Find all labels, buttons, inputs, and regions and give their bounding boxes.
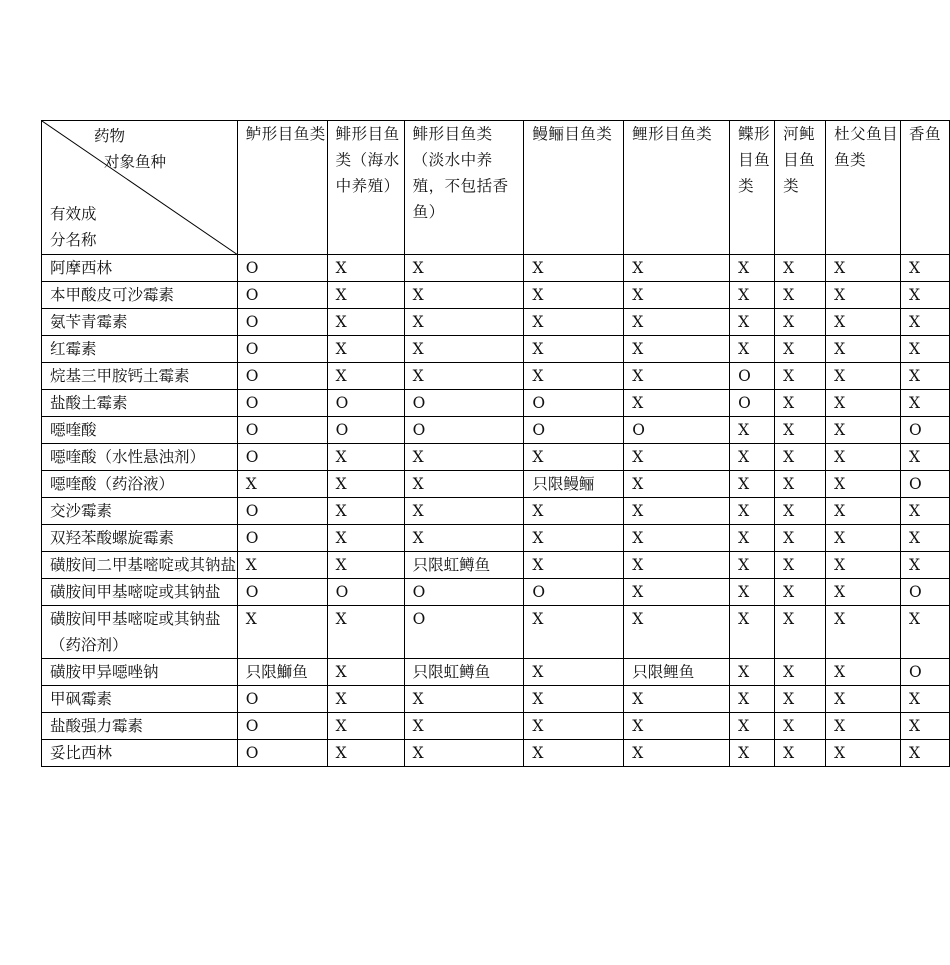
- approval-cell: X: [327, 336, 404, 363]
- approval-cell: O: [327, 417, 404, 444]
- corner-header-cell: [42, 121, 238, 255]
- ingredient-name-cell: 噁喹酸: [42, 417, 238, 444]
- approval-cell: X: [624, 444, 730, 471]
- approval-cell: X: [900, 390, 949, 417]
- ingredient-name-cell: 磺胺间二甲基嘧啶或其钠盐: [42, 552, 238, 579]
- approval-cell: O: [237, 498, 327, 525]
- approval-cell: X: [404, 444, 524, 471]
- ingredient-name-cell: 盐酸土霉素: [42, 390, 238, 417]
- approval-cell: X: [730, 282, 775, 309]
- approval-cell: O: [404, 417, 524, 444]
- approval-cell: X: [404, 498, 524, 525]
- table-row: [42, 552, 950, 579]
- table-row: [42, 444, 950, 471]
- approval-cell: X: [624, 740, 730, 767]
- approval-cell: X: [730, 579, 775, 606]
- approval-cell: O: [237, 282, 327, 309]
- approval-cell: X: [826, 659, 901, 686]
- approval-cell: X: [775, 471, 826, 498]
- table-body: [42, 255, 950, 767]
- approval-cell: X: [624, 282, 730, 309]
- approval-cell: X: [900, 606, 949, 659]
- approval-cell: O: [237, 713, 327, 740]
- col-header-tetraodontiformes: 河鲀目鱼类: [775, 121, 826, 255]
- approval-cell: X: [404, 740, 524, 767]
- approval-cell: X: [775, 255, 826, 282]
- table-row: [42, 659, 950, 686]
- approval-cell: X: [826, 686, 901, 713]
- approval-cell: X: [900, 552, 949, 579]
- approval-cell: X: [404, 336, 524, 363]
- approval-cell: X: [730, 444, 775, 471]
- ingredient-name-cell: 妥比西林: [42, 740, 238, 767]
- ingredient-name-cell: 磺胺间甲基嘧啶或其钠盐（药浴剂）: [42, 606, 238, 659]
- approval-cell: X: [775, 525, 826, 552]
- approval-cell: X: [624, 336, 730, 363]
- col-header-scorpaeniformes: 杜父鱼目鱼类: [826, 121, 901, 255]
- table-row: [42, 686, 950, 713]
- table-row: [42, 255, 950, 282]
- approval-cell: O: [237, 309, 327, 336]
- corner-ingredient-label-1: 有效成: [50, 205, 97, 223]
- approval-cell: X: [730, 336, 775, 363]
- approval-cell: X: [775, 740, 826, 767]
- approval-cell: X: [327, 255, 404, 282]
- approval-cell: X: [624, 471, 730, 498]
- table-row: [42, 740, 950, 767]
- approval-cell: X: [730, 471, 775, 498]
- approval-cell: X: [524, 309, 624, 336]
- approval-cell: O: [900, 579, 949, 606]
- table-row: [42, 498, 950, 525]
- approval-cell: X: [524, 498, 624, 525]
- approval-cell: X: [775, 659, 826, 686]
- approval-cell: X: [624, 363, 730, 390]
- approval-cell: X: [327, 525, 404, 552]
- drug-fish-table: [41, 120, 950, 767]
- table-row: [42, 336, 950, 363]
- approval-cell: X: [826, 579, 901, 606]
- approval-cell: X: [900, 525, 949, 552]
- table-row: [42, 282, 950, 309]
- col-header-clupeiformes-freshwater: 鲱形目鱼类（淡水中养殖，不包括香鱼）: [404, 121, 524, 255]
- approval-cell: X: [624, 390, 730, 417]
- approval-cell: X: [730, 552, 775, 579]
- approval-cell: O: [900, 471, 949, 498]
- approval-cell: X: [900, 309, 949, 336]
- approval-cell: X: [237, 606, 327, 659]
- approval-cell: X: [524, 282, 624, 309]
- approval-cell: O: [730, 390, 775, 417]
- approval-cell: O: [237, 336, 327, 363]
- ingredient-name-cell: 噁喹酸（水性悬浊剂）: [42, 444, 238, 471]
- approval-cell: X: [404, 471, 524, 498]
- corner-drug-label: 药物: [94, 127, 126, 145]
- approval-cell: X: [327, 309, 404, 336]
- col-header-ayu: 香鱼: [900, 121, 949, 255]
- ingredient-name-cell: 阿摩西林: [42, 255, 238, 282]
- approval-cell: X: [826, 525, 901, 552]
- approval-cell: O: [404, 579, 524, 606]
- approval-cell: X: [826, 444, 901, 471]
- approval-cell: X: [775, 282, 826, 309]
- approval-cell: X: [327, 686, 404, 713]
- approval-cell: X: [826, 471, 901, 498]
- approval-cell: X: [327, 713, 404, 740]
- approval-cell: X: [730, 498, 775, 525]
- approval-cell: X: [524, 686, 624, 713]
- approval-cell: X: [900, 282, 949, 309]
- approval-cell: X: [826, 606, 901, 659]
- approval-cell: 只限鰤鱼: [237, 659, 327, 686]
- approval-cell: O: [237, 417, 327, 444]
- corner-ingredient-label-2: 分名称: [50, 231, 97, 249]
- approval-cell: X: [327, 740, 404, 767]
- approval-cell: X: [327, 498, 404, 525]
- approval-cell: X: [826, 417, 901, 444]
- approval-cell: O: [524, 417, 624, 444]
- approval-cell: X: [775, 606, 826, 659]
- approval-cell: X: [775, 309, 826, 336]
- approval-cell: X: [404, 525, 524, 552]
- approval-cell: O: [900, 659, 949, 686]
- approval-cell: O: [237, 255, 327, 282]
- approval-cell: X: [524, 444, 624, 471]
- approval-cell: X: [775, 498, 826, 525]
- approval-cell: O: [730, 363, 775, 390]
- approval-cell: X: [900, 444, 949, 471]
- approval-cell: X: [524, 552, 624, 579]
- approval-cell: O: [237, 686, 327, 713]
- approval-cell: X: [730, 740, 775, 767]
- approval-cell: X: [730, 713, 775, 740]
- approval-cell: X: [730, 417, 775, 444]
- approval-cell: X: [730, 686, 775, 713]
- approval-cell: X: [826, 255, 901, 282]
- approval-cell: X: [775, 390, 826, 417]
- corner-fish-label: 对象鱼种: [104, 153, 167, 171]
- approval-cell: X: [624, 713, 730, 740]
- approval-cell: O: [524, 390, 624, 417]
- approval-cell: X: [404, 713, 524, 740]
- approval-cell: X: [775, 417, 826, 444]
- approval-cell: O: [404, 606, 524, 659]
- approval-cell: X: [624, 606, 730, 659]
- approval-cell: X: [624, 686, 730, 713]
- approval-cell: X: [730, 606, 775, 659]
- approval-cell: X: [826, 552, 901, 579]
- approval-cell: X: [775, 713, 826, 740]
- approval-cell: X: [327, 552, 404, 579]
- approval-cell: O: [237, 740, 327, 767]
- approval-cell: X: [900, 740, 949, 767]
- approval-cell: X: [624, 525, 730, 552]
- approval-cell: X: [404, 686, 524, 713]
- approval-cell: X: [826, 363, 901, 390]
- ingredient-name-cell: 本甲酸皮可沙霉素: [42, 282, 238, 309]
- approval-cell: O: [624, 417, 730, 444]
- approval-cell: O: [900, 417, 949, 444]
- approval-cell: O: [237, 579, 327, 606]
- approval-cell: O: [237, 390, 327, 417]
- approval-cell: X: [900, 255, 949, 282]
- approval-cell: X: [826, 282, 901, 309]
- approval-cell: X: [900, 363, 949, 390]
- approval-cell: X: [775, 552, 826, 579]
- approval-cell: X: [730, 659, 775, 686]
- approval-cell: 只限虹鳟鱼: [404, 552, 524, 579]
- approval-cell: O: [237, 525, 327, 552]
- approval-cell: X: [900, 686, 949, 713]
- approval-cell: X: [900, 713, 949, 740]
- approval-cell: O: [327, 579, 404, 606]
- col-header-cypriniformes: 鲤形目鱼类: [624, 121, 730, 255]
- approval-cell: X: [826, 390, 901, 417]
- table-row: [42, 309, 950, 336]
- approval-cell: X: [327, 659, 404, 686]
- table-row: [42, 579, 950, 606]
- table-row: [42, 471, 950, 498]
- approval-cell: X: [327, 444, 404, 471]
- approval-cell: X: [730, 525, 775, 552]
- approval-cell: X: [524, 659, 624, 686]
- approval-cell: X: [524, 525, 624, 552]
- approval-cell: X: [775, 444, 826, 471]
- approval-cell: X: [327, 282, 404, 309]
- approval-cell: 只限虹鳟鱼: [404, 659, 524, 686]
- approval-cell: X: [404, 282, 524, 309]
- approval-cell: X: [900, 498, 949, 525]
- approval-cell: O: [404, 390, 524, 417]
- approval-cell: X: [524, 255, 624, 282]
- approval-cell: X: [730, 255, 775, 282]
- ingredient-name-cell: 双羟苯酸螺旋霉素: [42, 525, 238, 552]
- table-row: [42, 606, 950, 659]
- ingredient-name-cell: 甲砜霉素: [42, 686, 238, 713]
- col-header-clupeiformes-marine: 鲱形目鱼类（海水中养殖）: [327, 121, 404, 255]
- ingredient-name-cell: 烷基三甲胺钙土霉素: [42, 363, 238, 390]
- table-row: [42, 417, 950, 444]
- ingredient-name-cell: 磺胺间甲基嘧啶或其钠盐: [42, 579, 238, 606]
- approval-cell: X: [900, 336, 949, 363]
- approval-cell: X: [826, 336, 901, 363]
- approval-cell: X: [624, 309, 730, 336]
- approval-cell: X: [524, 363, 624, 390]
- approval-cell: X: [327, 471, 404, 498]
- approval-cell: X: [624, 498, 730, 525]
- approval-cell: X: [524, 713, 624, 740]
- approval-cell: X: [524, 606, 624, 659]
- approval-cell: X: [524, 336, 624, 363]
- ingredient-name-cell: 红霉素: [42, 336, 238, 363]
- approval-cell: X: [404, 309, 524, 336]
- approval-cell: X: [826, 309, 901, 336]
- approval-cell: X: [404, 363, 524, 390]
- approval-cell: X: [327, 606, 404, 659]
- approval-cell: X: [775, 336, 826, 363]
- approval-cell: X: [327, 363, 404, 390]
- col-header-anguilliformes: 鳗鲡目鱼类: [524, 121, 624, 255]
- approval-cell: O: [524, 579, 624, 606]
- ingredient-name-cell: 磺胺甲异噁唑钠: [42, 659, 238, 686]
- ingredient-name-cell: 盐酸强力霉素: [42, 713, 238, 740]
- col-header-perciformes: 鲈形目鱼类: [237, 121, 327, 255]
- table-row: [42, 713, 950, 740]
- approval-cell: X: [775, 363, 826, 390]
- table-row: [42, 363, 950, 390]
- approval-cell: X: [775, 686, 826, 713]
- approval-cell: X: [624, 579, 730, 606]
- approval-cell: X: [237, 552, 327, 579]
- table-row: [42, 525, 950, 552]
- approval-cell: X: [826, 713, 901, 740]
- approval-cell: O: [327, 390, 404, 417]
- approval-cell: 只限鲤鱼: [624, 659, 730, 686]
- ingredient-name-cell: 氨苄青霉素: [42, 309, 238, 336]
- approval-cell: X: [404, 255, 524, 282]
- approval-cell: X: [826, 740, 901, 767]
- col-header-pleuronectiformes: 鲽形目鱼类: [730, 121, 775, 255]
- approval-cell: X: [624, 552, 730, 579]
- ingredient-name-cell: 交沙霉素: [42, 498, 238, 525]
- table-row: [42, 390, 950, 417]
- approval-cell: X: [826, 498, 901, 525]
- approval-cell: X: [730, 309, 775, 336]
- approval-cell: X: [624, 255, 730, 282]
- approval-cell: O: [237, 444, 327, 471]
- approval-cell: X: [775, 579, 826, 606]
- approval-cell: 只限鳗鲡: [524, 471, 624, 498]
- approval-cell: O: [237, 363, 327, 390]
- approval-cell: X: [237, 471, 327, 498]
- approval-cell: X: [524, 740, 624, 767]
- ingredient-name-cell: 噁喹酸（药浴液）: [42, 471, 238, 498]
